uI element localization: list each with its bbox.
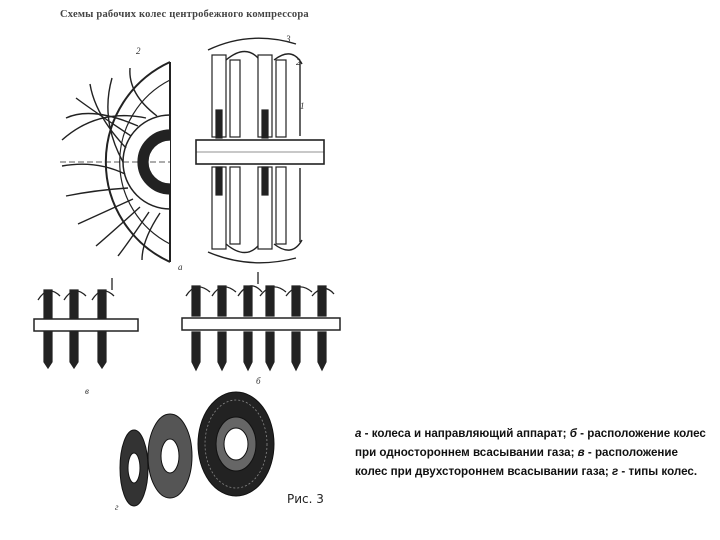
part-number-1: 1 xyxy=(300,101,305,111)
part-number-3: 3 xyxy=(286,34,291,44)
caption-letter-a: а xyxy=(355,427,362,440)
figure-caption xyxy=(355,424,710,481)
caption-text-g: - типы колес. xyxy=(618,465,698,478)
stage-assembly xyxy=(196,38,324,263)
scan-title: Схемы рабочих колес центробежного компрессора xyxy=(60,9,309,20)
panel-label-a: а xyxy=(178,262,183,272)
impeller-types xyxy=(120,392,274,506)
panel-label-v: в xyxy=(85,386,89,396)
caption-text-v: - расположение колес при двухстороннем всасывании газа; xyxy=(355,446,678,478)
caption-letter-b: б xyxy=(569,427,577,440)
double-suction-arrangement xyxy=(34,278,138,368)
caption-text-a: - колеса и направляющий аппарат; xyxy=(361,427,570,440)
single-suction-arrangement xyxy=(182,272,340,370)
part-number-2: 2 xyxy=(136,46,141,56)
caption-text-b: - расположение колес при одностороннем всасывании газа; xyxy=(355,427,706,459)
impeller-half-disc xyxy=(60,62,170,262)
caption-letter-g: г xyxy=(612,465,619,478)
panel-label-g: г xyxy=(115,502,119,512)
panel-label-b: б xyxy=(256,376,261,386)
part-number-2-right: 2 xyxy=(296,57,301,67)
caption-letter-v: в xyxy=(577,446,585,459)
figure-label: Рис. 3 xyxy=(287,492,324,506)
